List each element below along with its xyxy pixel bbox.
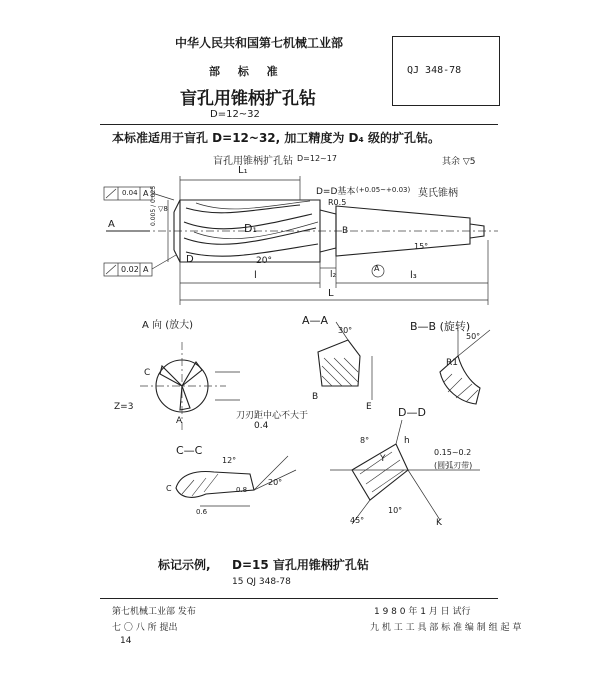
footer-date: 1 9 8 0 年 1 月 日 试行 [374,607,471,617]
section-mark-b: B [342,226,349,236]
datum-a-label: A [108,219,115,230]
dim-big-l-label: L [328,288,334,299]
section-cc-angle-20: 20° [268,478,283,487]
section-dd-title: D—D [398,406,426,419]
footer-drafter: 九 机 工 工 具 部 标 准 编 制 组 起 草 [370,623,522,633]
section-aa-angle: 30° [338,326,353,335]
marking-example-code: 15 QJ 348-78 [232,577,291,587]
section-aa-label-e: E [366,402,372,412]
section-cc-dim-06: 0.6 [196,508,208,516]
tolerance-1-datum: A [143,189,149,198]
scope-text: 本标准适用于盲孔 D=12~32, 加工精度为 D₄ 级的扩孔钻。 [112,131,440,145]
section-dd-angle-45: 45° [350,516,365,525]
section-dd-angle-8: 8° [360,436,370,445]
section-cc-title: C—C [176,444,203,457]
dim-d-label: D=D基本 [316,187,356,197]
view-a-label-z: Z=3 [114,402,134,412]
standard-code: QJ 348-78 [407,65,462,76]
tolerance-1-value: 0.04 [122,189,138,197]
footer-unit: 七 〇 八 所 提出 [112,623,178,633]
section-dd-angle-10: 10° [388,506,403,515]
footer-rule [100,598,498,599]
section-cc-label-c: C [166,484,172,493]
d-tolerance-vertical: 0.005 / 0.025 [150,185,157,226]
detail-a-mark: A [374,264,380,273]
view-a-label-a: A [176,416,183,426]
finish-note: 其余 ▽5 [442,157,476,167]
dim-l2-label: l₂ [330,270,337,280]
ministry-name: 中华人民共和国第七机械工业部 [175,36,344,50]
section-dd-label-y: Y [380,454,386,464]
dim-l1-label: L₁ [238,165,248,176]
shank-label: 莫氏锥柄 [418,188,458,199]
angle-15-label: 15° [414,242,429,251]
section-aa-label-b: B [312,392,319,402]
dim-l-label: l [254,270,257,281]
standard-type: 部 标 准 [209,65,278,78]
section-bb-title: B—B (旋转) [410,320,471,333]
section-dd-note: 0.15~0.2 [434,448,472,457]
section-cc-dim-08: 0.8 [236,486,248,494]
marking-example-label: 标记示例, [158,558,211,572]
section-aa-title: A—A [302,314,329,327]
section-dd-note2: (圆弧刃带) [434,461,473,470]
section-cc-angle-12: 12° [222,456,237,465]
view-a-drawing [140,342,240,430]
tolerance-frame-2 [104,255,176,276]
tolerance-frame-1 [104,187,174,200]
footer-issuer: 第七机械工业部 发布 [112,607,196,617]
d1-label: D₁ [244,222,257,235]
section-dd-label-h: h [404,436,410,446]
tolerance-2-value: 0.02 [121,265,139,274]
figure-caption-range: D=12~17 [297,154,337,163]
section-bb-angle: 50° [466,332,481,341]
footer-page: 14 [120,636,132,646]
drill-tip-chamfer-top [174,200,180,212]
marking-example-spec: D=15 盲孔用锥柄扩孔钻 [232,558,369,572]
angle-20-label: 20° [256,256,272,266]
dim-d-tolerance: (+0.05~+0.03) [356,186,411,194]
document-subtitle: D=12~32 [210,109,260,120]
tolerance-2-datum: A [143,265,149,274]
d-left-label: D [186,254,194,265]
section-dd-label-k: K [436,518,442,528]
view-a-note-value: 0.4 [254,421,269,431]
dim-l3-label: l₃ [410,270,417,281]
document-title: 盲孔用锥柄扩孔钻 [180,89,316,109]
r-label: R0.5 [328,198,347,207]
section-bb-radius: R1 [446,358,458,368]
view-a-label-c: C [144,368,151,378]
figure-caption: 盲孔用锥柄扩孔钻 [213,156,293,167]
finish-left: ▽8 [158,205,168,213]
view-a-title: A 向 (放大) [142,320,194,331]
view-a-note: 刀刃距中心不大于 [236,411,309,421]
